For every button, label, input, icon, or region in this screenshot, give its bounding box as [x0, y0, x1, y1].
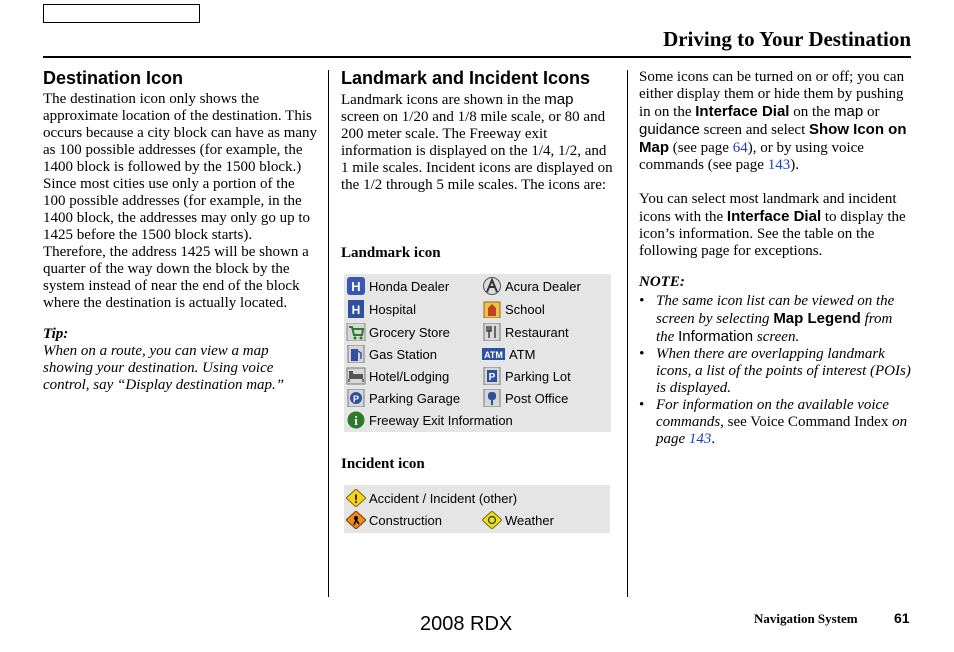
- legend-row: Hotel/Lodging: [346, 365, 449, 387]
- landmark-body: Landmark icons are shown in the map screen on 1/20 and 1/8 mile scale, or 80 and 200 meter scale. The Freeway exit information is displayed on the 1/4, 1/2, and 1 mile scales. Incident icons are displayed on the 1/2 through 5 mile scales. The icons are:: [341, 91, 613, 193]
- landmark-incident-section: [341, 68, 613, 194]
- restaurant-icon: [482, 323, 502, 341]
- landmark-icon-heading: Landmark icon: [341, 245, 441, 261]
- section-heading: Destination Icon: [43, 68, 184, 88]
- column-divider-2: [627, 70, 628, 597]
- bed-icon: [346, 367, 366, 385]
- footer-section-name: Navigation System: [754, 611, 858, 626]
- top-left-frame: [43, 4, 200, 23]
- svg-text:ATM: ATM: [484, 350, 503, 360]
- legend-row: P Parking Garage: [346, 387, 460, 409]
- gas-pump-icon: [346, 345, 366, 363]
- page-143-link[interactable]: 143: [688, 431, 712, 447]
- svg-text:P: P: [488, 372, 496, 383]
- page-143-link[interactable]: 143: [767, 157, 791, 173]
- parking-icon: [482, 367, 502, 385]
- icon-select-paragraph: You can select most landmark and incident icons with the Interface Dial to display the icon’s information. See the table on the following page for exceptions.: [639, 191, 906, 259]
- vehicle-model: 2008 RDX: [420, 613, 513, 635]
- school-icon: [482, 300, 502, 318]
- column-divider-1: [328, 70, 329, 597]
- list-item: • When there are overlapping landmark icons, a list of the points of interest (POIs) is displayed.: [639, 346, 911, 397]
- hospital-icon: [346, 300, 366, 318]
- warning-icon: [346, 489, 366, 507]
- svg-text:H: H: [351, 279, 361, 294]
- weather-icon: [482, 511, 502, 529]
- header-rule: [43, 56, 911, 58]
- legend-row: i Freeway Exit Information: [346, 409, 513, 431]
- legend-row: P Parking Lot: [482, 365, 571, 387]
- legend-row: ! Accident / Incident (other): [346, 487, 517, 509]
- icon-settings-section: [639, 69, 911, 448]
- legend-row: H Honda Dealer: [346, 275, 449, 297]
- legend-row: Acura Dealer: [482, 275, 581, 297]
- tip-label: Tip:: [43, 326, 69, 342]
- list-item: • For information on the available voice commands, see Voice Command Index on page 143.: [639, 397, 911, 448]
- note-list: [639, 293, 911, 448]
- list-item: • The same icon list can be viewed on the screen by selecting Map Legend from the Information screen.: [639, 293, 911, 346]
- icon-toggle-paragraph: Some icons can be turned on or off; you can either display them or hide them by pushing in on the Interface Dial on the map or guidance screen and select Show Icon on Map (see page 64), or by using voice commands (see page 143).: [639, 69, 907, 173]
- page-title: Driving to Your Destination: [663, 27, 911, 51]
- svg-text:H: H: [351, 303, 361, 317]
- acura-icon: [482, 277, 502, 295]
- section-heading: Landmark and Incident Icons: [341, 68, 591, 88]
- page-number: 61: [894, 610, 910, 626]
- incident-icon-heading: Incident icon: [341, 456, 425, 472]
- legend-row: ATM ATM: [482, 343, 535, 365]
- destination-icon-body: The destination icon only shows the approximate location of the destination. This occurs because a city block can have as many as 100 possible addresses (for example, the 1400 block is followed by the 1500 block.) Since most cities use only a portion of the 100 possible addresses (for example, in the 1400 block, the addresses may only go up to 1425 before the 1500 block starts). Therefore, the address 1425 will be shown a quarter of the way down the block by the system instead of near the end of the block where the destination is actually located.: [43, 91, 318, 311]
- honda-icon: [346, 277, 366, 295]
- incident-icon-table: [344, 485, 610, 533]
- legend-row: Post Office: [482, 387, 568, 409]
- grocery-cart-icon: [346, 323, 366, 341]
- legend-row: Grocery Store: [346, 321, 450, 343]
- page-64-link[interactable]: 64: [732, 140, 748, 156]
- mailbox-icon: [482, 389, 502, 407]
- svg-text:P: P: [352, 394, 360, 404]
- legend-row: School: [482, 298, 545, 320]
- legend-row: Restaurant: [482, 321, 569, 343]
- legend-row: Gas Station: [346, 343, 437, 365]
- tip-text: When on a route, you can view a map showing your destination. Using voice control, say “Display destination map.”: [43, 343, 285, 393]
- destination-icon-section: [43, 68, 318, 394]
- note-label: NOTE:: [639, 274, 685, 290]
- legend-row: Construction: [346, 509, 442, 531]
- legend-row: Weather: [482, 509, 554, 531]
- legend-row: H Hospital: [346, 298, 416, 320]
- landmark-icon-table: [344, 274, 611, 432]
- atm-icon: [482, 345, 506, 363]
- construction-icon: [346, 511, 366, 529]
- svg-text:!: !: [354, 492, 358, 506]
- svg-text:i: i: [354, 413, 358, 428]
- info-icon: [346, 411, 366, 429]
- parking-garage-icon: [346, 389, 366, 407]
